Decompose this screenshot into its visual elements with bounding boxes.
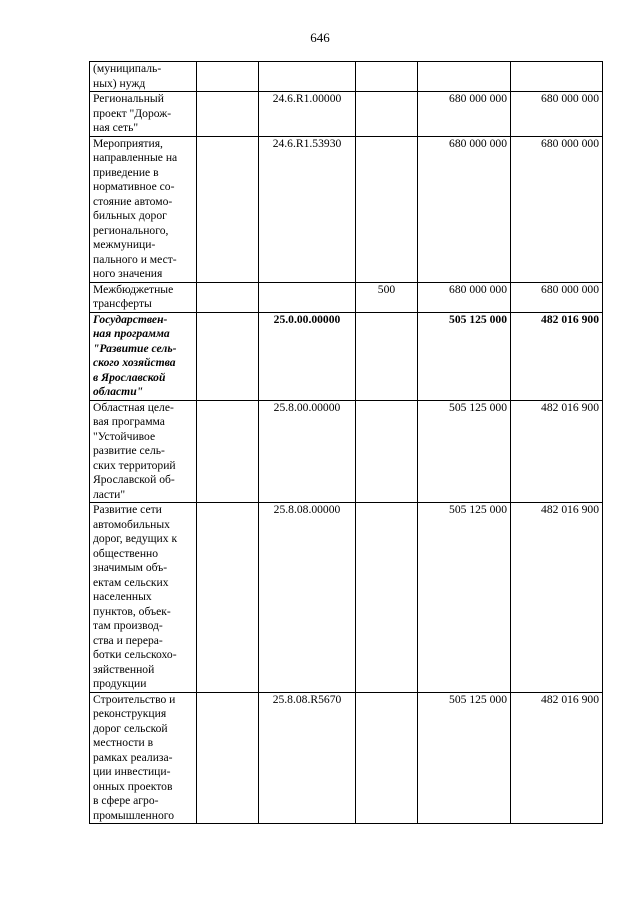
item-name-line: направленные на [93,151,178,164]
empty-cell [197,92,259,137]
expense-type-cell [356,92,418,137]
table-row [90,400,603,503]
item-name-cell [90,503,197,693]
item-name-line: зяйственной [93,662,155,676]
item-name-line: Государствен- [93,312,168,326]
amount-year1-cell: 505 125 000 [418,503,511,693]
amount-year2-cell [511,62,603,92]
table-row [90,92,603,137]
empty-cell [197,282,259,312]
item-name-line: ных) нужд [93,76,146,90]
empty-cell [197,400,259,503]
item-name-line: Строительство и [93,692,176,706]
table-row [90,282,603,312]
amount-year2-cell: 482 016 900 [511,503,603,693]
empty-cell [197,692,259,824]
item-name-line: ских территорий [93,458,176,472]
item-name-line: значимым объ- [93,561,168,574]
item-name-cell [90,136,197,282]
empty-cell [197,136,259,282]
amount-year1-cell [418,62,511,92]
empty-cell [197,503,259,693]
amount-year1-cell: 680 000 000 [418,92,511,137]
expense-type-cell [356,136,418,282]
item-name-line: ного значения [93,267,163,280]
expense-type-cell [356,400,418,503]
item-name-line: населенных [93,590,152,603]
expense-type-cell: 500 [356,282,418,312]
amount-year2-cell: 680 000 000 [511,136,603,282]
item-name-line: Мероприятия, [93,136,163,150]
table-row [90,503,603,693]
item-name-line: автомобильных [93,517,170,531]
item-name-line: нормативное со- [93,180,175,193]
target-article-code-cell: 25.8.08.R5670 [259,692,356,824]
item-name-line: ции инвестици- [93,765,171,778]
item-name-cell [90,312,197,400]
item-name-line: вая программа [93,415,165,428]
amount-year2-cell: 482 016 900 [511,400,603,503]
table-row [90,62,603,92]
item-name-line: приведение в [93,165,159,179]
item-name-line: развитие сель- [93,444,165,457]
expense-type-cell [356,62,418,92]
table-row [90,692,603,824]
item-name-line: продукции [93,677,147,690]
amount-year2-cell: 680 000 000 [511,282,603,312]
item-name-line: ектам сельских [93,575,169,589]
empty-cell [197,62,259,92]
page-number: 646 [310,30,330,45]
item-name-line: "Устойчивое [93,429,156,443]
item-name-cell [90,692,197,824]
item-name-line: проект "Дорож- [93,106,172,120]
item-name-line: трансферты [93,297,152,310]
amount-year1-cell: 505 125 000 [418,312,511,400]
item-name-line: ства и перера- [93,633,163,647]
target-article-code-cell: 25.8.00.00000 [259,400,356,503]
item-name-line: (муниципаль- [93,62,162,75]
item-name-line: промышленного [93,808,175,822]
table-row [90,312,603,400]
item-name-line: дорог сельской [93,721,168,735]
item-name-line: Межбюджетные [93,282,174,296]
amount-year1-cell: 680 000 000 [418,282,511,312]
amount-year1-cell: 505 125 000 [418,400,511,503]
target-article-code-cell [259,62,356,92]
item-name-line: ласти" [93,487,126,501]
item-name-line: там производ- [93,619,163,632]
expense-type-cell [356,692,418,824]
item-name-line: в сфере агро- [93,794,159,807]
empty-cell [197,312,259,400]
item-name-line: Ярославской об- [93,473,175,486]
item-name-line: пального и мест- [93,252,177,266]
item-name-line: Развитие сети [93,503,162,516]
item-name-line: ботки сельскохо- [93,648,177,661]
item-name-line: стояние автомо- [93,194,173,208]
item-name-line: бильных дорог [93,209,167,222]
item-name-line: Областная целе- [93,400,174,414]
item-name-line: онных проектов [93,779,173,793]
table-row [90,136,603,282]
item-name-line: общественно [93,546,159,560]
budget-table [89,61,603,824]
expense-type-cell [356,503,418,693]
item-name-line: Региональный [93,92,164,105]
item-name-line: реконструкция [93,707,167,720]
amount-year2-cell: 482 016 900 [511,312,603,400]
item-name-cell [90,400,197,503]
target-article-code-cell: 24.6.R1.00000 [259,92,356,137]
item-name-line: "Развитие сель- [93,341,177,355]
target-article-code-cell: 24.6.R1.53930 [259,136,356,282]
item-name-cell [90,92,197,137]
item-name-line: ского хозяйства [93,356,176,369]
item-name-line: межмуници- [93,238,156,251]
item-name-line: области" [93,385,144,398]
item-name-line: местности в [93,736,154,749]
target-article-code-cell [259,282,356,312]
expense-type-cell [356,312,418,400]
amount-year2-cell: 482 016 900 [511,692,603,824]
item-name-cell [90,62,197,92]
target-article-code-cell: 25.8.08.00000 [259,503,356,693]
item-name-line: в Ярославской [93,370,166,384]
amount-year2-cell: 680 000 000 [511,92,603,137]
item-name-line: ная сеть" [93,121,139,134]
target-article-code-cell: 25.0.00.00000 [259,312,356,400]
item-name-line: регионального, [93,223,169,237]
item-name-line: ная программа [93,327,170,340]
item-name-line: пунктов, объек- [93,604,171,618]
amount-year1-cell: 680 000 000 [418,136,511,282]
item-name-cell [90,282,197,312]
item-name-line: рамках реализа- [93,750,173,764]
amount-year1-cell: 505 125 000 [418,692,511,824]
item-name-line: дорог, ведущих к [93,532,178,545]
